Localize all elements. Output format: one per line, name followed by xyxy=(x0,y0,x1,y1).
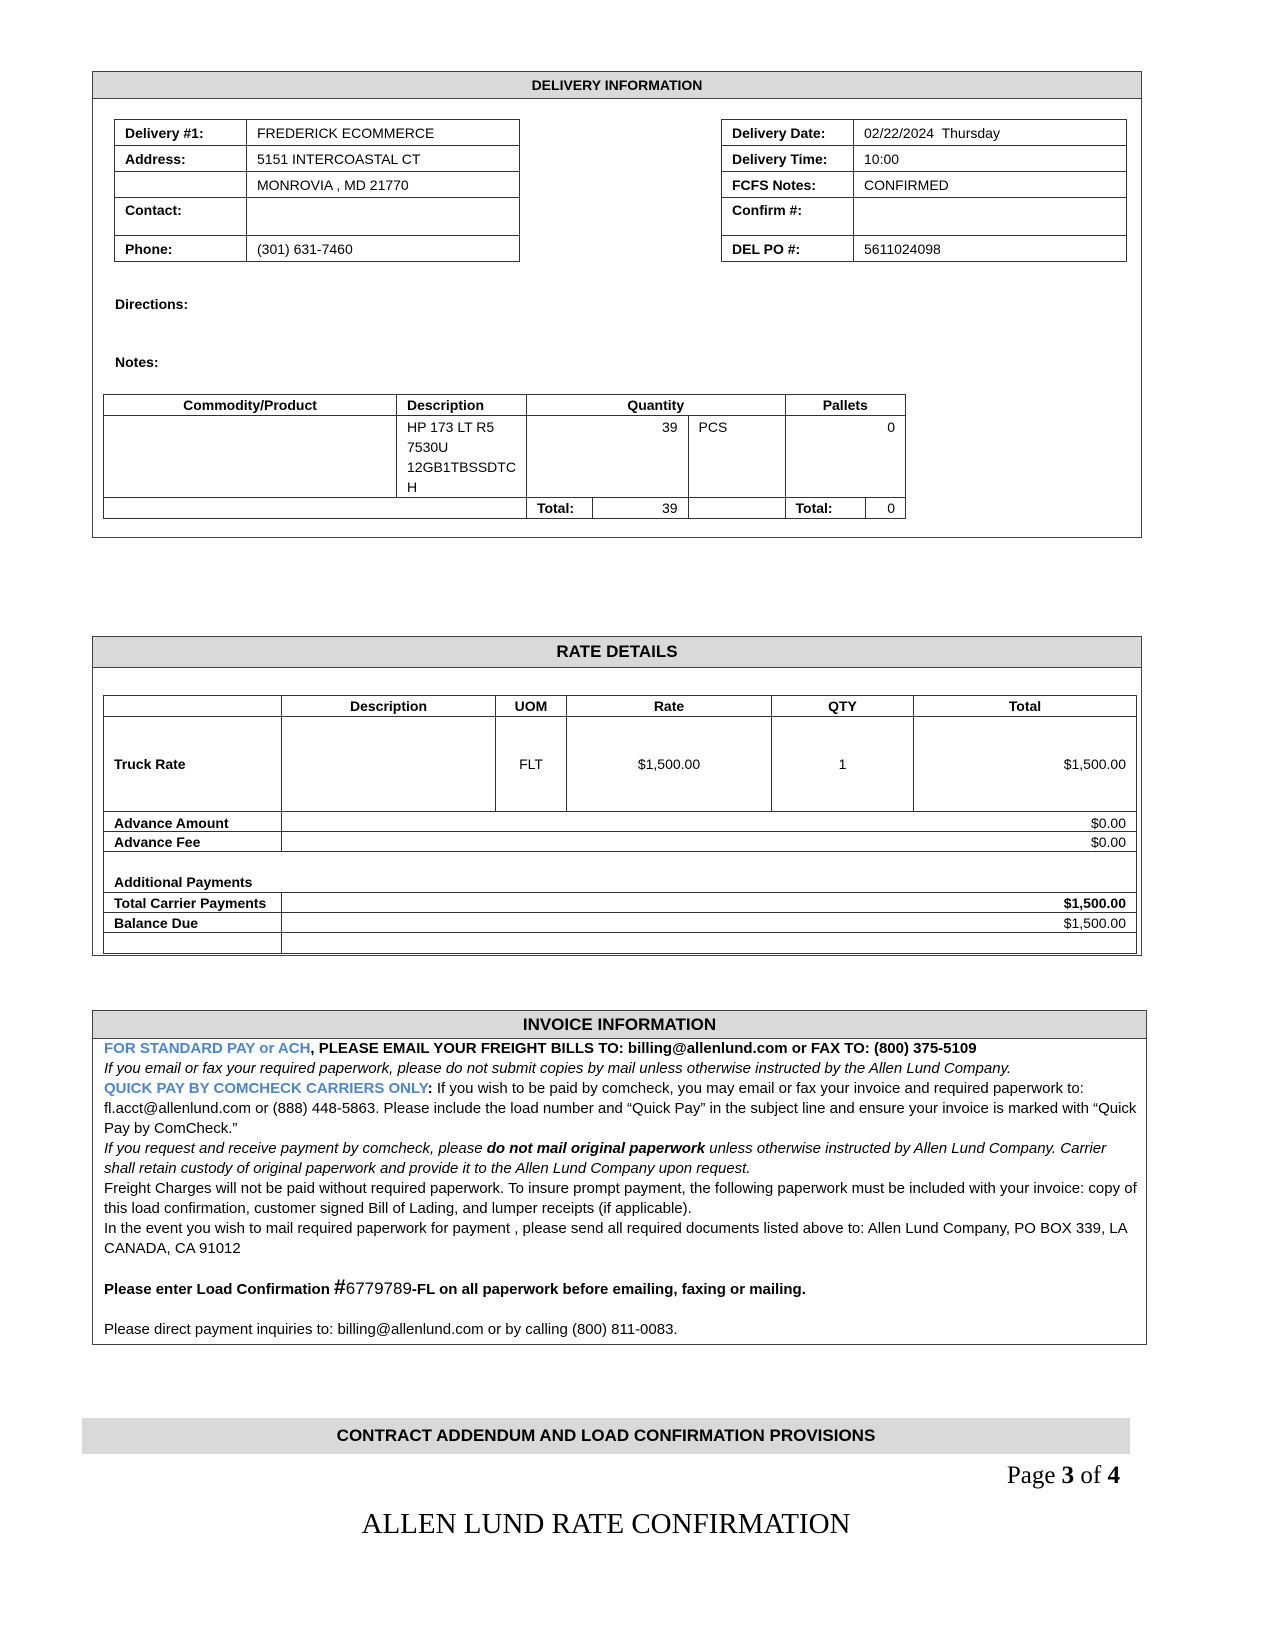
commodity-description-header: Description xyxy=(397,395,527,416)
address-label: Address: xyxy=(115,146,247,172)
load-confirmation-b: -FL on all paperwork before emailing, faxing or mailing. xyxy=(411,1281,806,1298)
directions-label: Directions: xyxy=(115,296,189,312)
quantity-header: Quantity xyxy=(526,395,785,416)
pallets-total: 0 xyxy=(865,498,905,519)
delivery-label: Delivery #1: xyxy=(115,120,247,146)
delivery-date-label: Delivery Date: xyxy=(722,120,854,146)
uom-header: UOM xyxy=(496,696,567,717)
commodity-table xyxy=(103,394,906,519)
invoice-mail-address: In the event you wish to mail required paperwork for payment , please send all required documents listed above to: Allen Lund Company, PO BOX 339, LA CANADA, CA 91012 xyxy=(104,1220,1127,1257)
delivery-time-label: Delivery Time: xyxy=(722,146,854,172)
truck-rate-total: $1,500.00 xyxy=(914,717,1137,812)
phone-value: (301) 631-7460 xyxy=(247,236,520,262)
invoice-load-confirmation xyxy=(104,1276,1140,1302)
quick-pay-colon: : xyxy=(427,1080,433,1097)
rate-blank-cell xyxy=(104,933,282,954)
truck-rate-qty: 1 xyxy=(772,717,914,812)
confirm-label: Confirm #: xyxy=(722,198,854,236)
advance-fee-label: Advance Fee xyxy=(104,832,282,852)
rate-header: RATE DETAILS xyxy=(93,637,1141,668)
phone-label: Phone: xyxy=(115,236,247,262)
page-prefix: Page xyxy=(1006,1462,1062,1489)
balance-due-value: $1,500.00 xyxy=(282,913,1137,933)
total-carrier-value: $1,500.00 xyxy=(282,893,1137,913)
delivery-date-value: 02/22/2024 Thursday xyxy=(854,120,1127,146)
fcfs-label: FCFS Notes: xyxy=(722,172,854,198)
invoice-standard-pay xyxy=(104,1039,1140,1059)
total-header: Total xyxy=(914,696,1137,717)
truck-rate-label: Truck Rate xyxy=(104,717,282,812)
page-total: 4 xyxy=(1107,1462,1120,1489)
page-number xyxy=(1007,1462,1120,1490)
total-carrier-label: Total Carrier Payments xyxy=(104,893,282,913)
footer-title: ALLEN LUND RATE CONFIRMATION xyxy=(361,1508,851,1540)
truck-rate-uom: FLT xyxy=(496,717,567,812)
truck-rate-description xyxy=(282,717,496,812)
qty-header: QTY xyxy=(772,696,914,717)
address-blank xyxy=(115,172,247,198)
address-line2: MONROVIA , MD 21770 xyxy=(247,172,520,198)
description-line: HP 173 LT R5 xyxy=(407,419,495,435)
contract-addendum-header: CONTRACT ADDENDUM AND LOAD CONFIRMATION PROVISIONS xyxy=(82,1418,1130,1454)
page-current: 3 xyxy=(1061,1462,1075,1489)
total-row-blank xyxy=(104,498,527,519)
quick-pay-label: QUICK PAY BY COMCHECK CARRIERS ONLY xyxy=(104,1080,428,1097)
pallets-header: Pallets xyxy=(785,395,905,416)
truck-rate-rate: $1,500.00 xyxy=(567,717,772,812)
delivery-header: DELIVERY INFORMATION xyxy=(93,72,1141,99)
rate-header-cell: Rate xyxy=(567,696,772,717)
rate-header-blank xyxy=(104,696,282,717)
notes-label: Notes: xyxy=(115,354,159,370)
invoice-body xyxy=(104,1039,1140,1340)
delivery-time-value: 10:00 xyxy=(854,146,1127,172)
advance-amount-label: Advance Amount xyxy=(104,812,282,832)
delivery-value: FREDERICK ECOMMERCE xyxy=(247,120,520,146)
additional-payments-label: Additional Payments xyxy=(104,852,1137,893)
description-line: H xyxy=(407,479,418,495)
delpo-value: 5611024098 xyxy=(854,236,1127,262)
delivery-section xyxy=(92,71,1142,538)
quantity-value: 39 xyxy=(526,416,688,498)
load-confirmation-hash: # xyxy=(334,1276,346,1299)
standard-pay-label: FOR STANDARD PAY or ACH xyxy=(104,1040,311,1057)
quantity-total-label: Total: xyxy=(526,498,592,519)
page-of: of xyxy=(1074,1462,1108,1489)
invoice-section xyxy=(92,1010,1147,1345)
commodity-cell xyxy=(104,416,397,498)
address-line1: 5151 INTERCOASTAL CT xyxy=(247,146,520,172)
description-line: 12GB1TBSSDTC xyxy=(407,459,516,475)
load-confirmation-number: 6779789 xyxy=(345,1279,412,1298)
invoice-freight-charges: Freight Charges will not be paid without required paperwork. To insure prompt payment, the following paperwork must be included with your invoice: copy of this load confirmation, customer signed Bill of Lading, and lumper receipts (if applicable). xyxy=(104,1180,1137,1217)
contact-label: Contact: xyxy=(115,198,247,236)
commodity-description xyxy=(397,416,527,498)
advance-amount-value: $0.00 xyxy=(282,812,1137,832)
delpo-label: DEL PO #: xyxy=(722,236,854,262)
load-confirmation-a: Please enter Load Confirmation xyxy=(104,1281,335,1298)
contact-value xyxy=(247,198,520,236)
rate-blank-cell xyxy=(282,933,1137,954)
quantity-total: 39 xyxy=(592,498,688,519)
delivery-right-table xyxy=(721,119,1127,262)
invoice-email-note: If you email or fax your required paperwork, please do not submit copies by mail unless otherwise instructed by the Allen Lund Company. xyxy=(104,1060,1012,1077)
pallets-total-label: Total: xyxy=(785,498,865,519)
invoice-comcheck-note xyxy=(104,1139,1140,1179)
rate-section xyxy=(92,636,1142,956)
commodity-header: Commodity/Product xyxy=(104,395,397,416)
comcheck-note-a: If you request and receive payment by comcheck, please xyxy=(104,1140,487,1157)
quick-pay-text: If you wish to be paid by comcheck, you may email or fax your invoice and required paperwork to: fl.acct@allenlund.com or (888) 448-5863. Please include the load number and “Quick Pay” in the subject line and ensure your invoice is marked with “Quick Pay by ComCheck.” xyxy=(104,1080,1137,1137)
balance-due-label: Balance Due xyxy=(104,913,282,933)
confirm-value xyxy=(854,198,1127,236)
standard-pay-text: , PLEASE EMAIL YOUR FREIGHT BILLS TO: billing@allenlund.com or FAX TO: (800) 375-5109 xyxy=(310,1040,977,1057)
invoice-quick-pay xyxy=(104,1079,1140,1139)
rate-description-header: Description xyxy=(282,696,496,717)
quantity-total-blank xyxy=(688,498,785,519)
invoice-header: INVOICE INFORMATION xyxy=(93,1011,1146,1039)
delivery-left-table xyxy=(114,119,520,262)
comcheck-note-bold: do not mail original paperwork xyxy=(486,1140,706,1157)
description-line: 7530U xyxy=(407,439,449,455)
invoice-payment-inquiries: Please direct payment inquiries to: billing@allenlund.com or by calling (800) 811-0083. xyxy=(104,1321,678,1338)
quantity-unit: PCS xyxy=(688,416,785,498)
pallets-value: 0 xyxy=(785,416,905,498)
advance-fee-value: $0.00 xyxy=(282,832,1137,852)
fcfs-value: CONFIRMED xyxy=(854,172,1127,198)
comcheck-note-c: unless otherwise instructed by Allen Lund Company. Carrier shall retain custody of original paperwork and provide it to the Allen Lund Company upon request. xyxy=(104,1140,1107,1177)
rate-table xyxy=(103,695,1137,954)
